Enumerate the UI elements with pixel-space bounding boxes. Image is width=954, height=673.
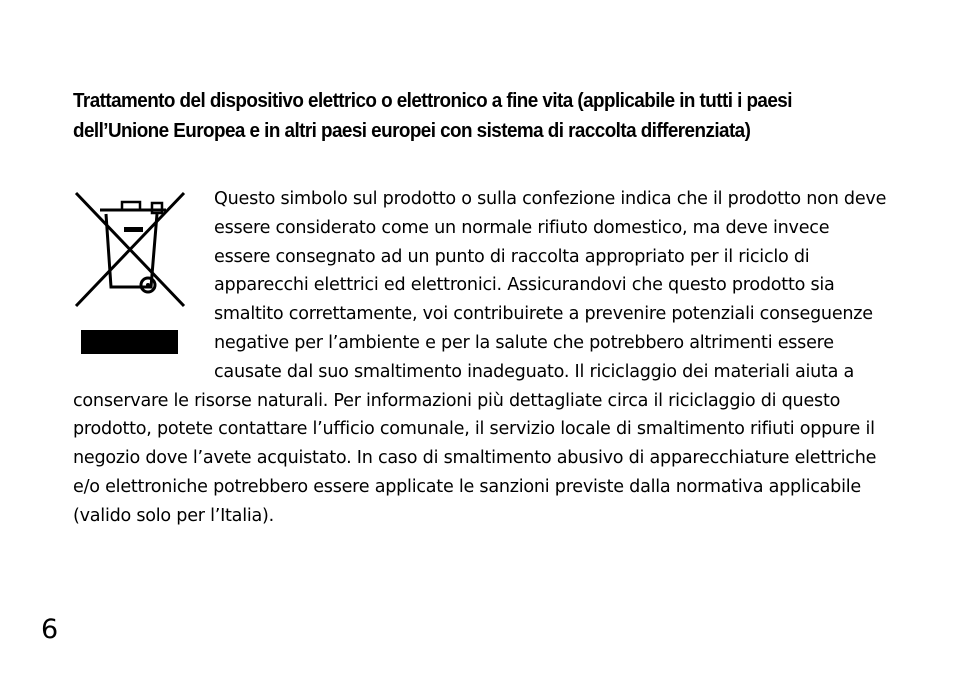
section-body xyxy=(73,185,889,531)
page-number: 6 xyxy=(41,614,59,645)
section-heading: Trattamento del dispositivo elettrico o elettronico a fine vita (applicabile in tutti i paesi dell’Unione Europea e in altri paesi europei con sistema di raccolta differenziata) xyxy=(73,89,792,142)
section-body-text: Questo simbolo sul prodotto o sulla confezione indica che il prodotto non deve essere considerato come un normale rifiuto domestico, ma deve invece essere consegnato ad un punto di raccolta appropriato per il riciclo di apparecchi elettrici ed elettronici. Assicurandovi che questo prodotto sia smaltito correttamente, voi contribuirete a prevenire potenziali conseguenze negative per l’ambiente e per la salute che potrebbero altrimenti essere causate dal suo smaltimento inadeguato. Il riciclaggio dei materiali aiuta a conservare le risorse naturali. Per informazioni più dettagliate circa il riciclaggio di questo prodotto, potete contattare l’ufficio comunale, il servizio locale di smaltimento rifiuti oppure il negozio dove l’avete acquistato. In caso di smaltimento abusivo di apparecchiature elettriche e/o elettroniche potrebbero essere applicate le sanzioni previste dalla normativa applicabile (valido solo per l’Italia). xyxy=(73,189,887,526)
